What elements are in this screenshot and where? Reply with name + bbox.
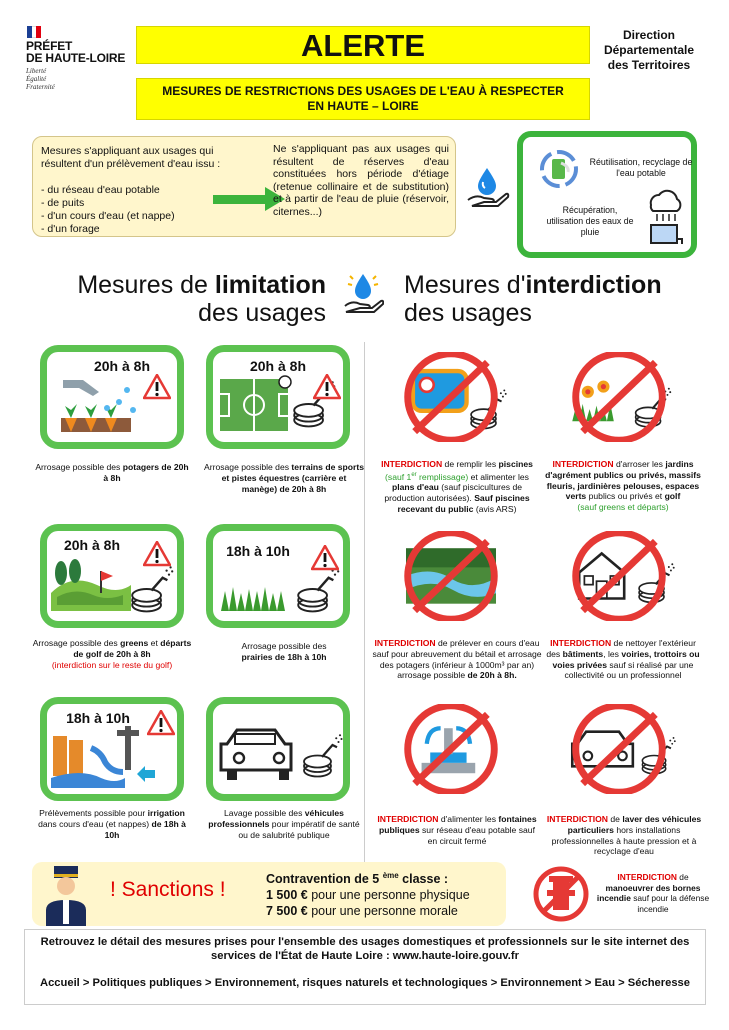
heading-limitation-pre: Mesures de	[77, 271, 215, 299]
heading-interdiction-line2: des usages	[404, 299, 532, 327]
fountain-icon	[386, 704, 516, 794]
heading-interdiction-bold: interdiction	[525, 271, 662, 299]
caption-buildings: INTERDICTION de nettoyer l'extérieur des bâtiments, les voiries, trottoirs ou voies privées sauf si réalisé par une collectivité ou un professionnel	[546, 638, 700, 681]
caption-golf: Arrosage possible des greens et départs de golf de 20h à 8h (interdiction sur le reste du golf)	[32, 638, 192, 670]
scope-item: - de puits	[41, 197, 85, 209]
caption-irrigation: Prélèvements possible pour irrigation dans cours d'eau (et nappes) de 18h à 10h	[38, 808, 186, 840]
caption-river: INTERDICTION de prélever en cours d'eau sauf pour abreuvement du bétail et arrosage des potagers (inférieur à 1000m³ par an) arrosage possible de 20h à 8h.	[372, 638, 542, 681]
card-fountain-forbidden	[379, 697, 523, 801]
motto-2: Égalité	[26, 75, 47, 83]
caption-meadow: Arrosage possible des prairies de 18h à 10h	[241, 641, 327, 662]
heading-limitation-bold: limitation	[214, 271, 326, 299]
prefecture-name-1: PRÉFET	[26, 39, 73, 53]
card-professional-vehicle	[206, 697, 350, 801]
scope-applies	[41, 145, 221, 236]
scope-excluded: Ne s'appliquant pas aux usages qui résultent de réserves d'eau constituées hors période d'étiage (retenue collinaire et de substitution) et à partir de l'eau de pluie (réservoir, citernes...)	[273, 143, 449, 218]
card-sports-fields	[206, 345, 350, 449]
recycling-water-icon	[537, 147, 581, 191]
footer-info	[24, 929, 706, 1005]
caption-fountain: INTERDICTION d'alimenter les fontaines publiques sur réseau d'eau potable sauf en circuit fermé	[377, 814, 537, 846]
subtitle-line-2: EN HAUTE – LOIRE	[307, 99, 419, 113]
river-icon	[386, 531, 516, 621]
hand-water-drop-icon	[464, 164, 510, 210]
contravention-text: Contravention de 5 $^{ème}$ classe : 1 500 € pour une personne physique 7 500 € pour une personne morale	[266, 871, 470, 919]
card-vegetable-garden	[40, 345, 184, 449]
agency-line-1: Direction	[622, 28, 675, 42]
heading-interdiction-pre: Mesures d'	[404, 271, 526, 299]
card-time: 18h à 10h	[226, 543, 290, 559]
scope-item: - du réseau d'eau potable	[41, 184, 160, 196]
caption-garden: INTERDICTION d'arroser les jardins d'agrément publics ou privés, massifs fleuris, jardinières pelouses, espaces verts publics ou privés et golf (sauf greens et départs)	[545, 459, 701, 513]
caption-vegetable-garden: Arrosage possible des potagers de 20h à 8h	[35, 462, 189, 483]
caption-professional-vehicle: Lavage possible des véhicules professionnels pour impératif de santé ou de salubrité publique	[208, 808, 360, 840]
car-wash-icon	[213, 704, 343, 794]
card-time: 18h à 10h	[66, 710, 130, 726]
scope-box	[32, 136, 456, 237]
card-private-vehicle-forbidden	[547, 697, 691, 801]
column-divider	[364, 342, 365, 862]
caption-hydrant: INTERDICTION de manoeuvrer des bornes incendie sauf pour la défense incendie	[596, 872, 710, 914]
gendarme-icon	[42, 864, 90, 926]
warning-icon	[143, 374, 171, 400]
warning-icon	[311, 545, 339, 571]
card-golf	[40, 524, 184, 628]
footer-site-info: Retrouvez le détail des mesures prises pour l'ensemble des usages domestiques et professionnels sur le site internet des services de l'État de Haute Loire : www.haute-loire.gouv.fr	[40, 936, 690, 962]
heading-interdiction	[404, 271, 704, 327]
card-time: 20h à 8h	[249, 358, 307, 374]
card-garden-forbidden	[547, 345, 691, 449]
card-time: 20h à 8h	[93, 358, 151, 374]
alternative-water-box	[517, 131, 697, 258]
alert-subtitle	[136, 78, 590, 120]
agency-line-3: des Territoires	[607, 58, 691, 72]
heading-limitation	[66, 271, 326, 327]
card-buildings-forbidden	[547, 524, 691, 628]
card-irrigation	[40, 697, 184, 801]
card-pool-forbidden	[379, 345, 523, 449]
caption-private-vehicle: INTERDICTION de laver des véhicules particuliers hors installations professionnelles à haute pression et à recyclage d'eau	[546, 814, 702, 857]
swimming-pool-icon	[386, 352, 516, 442]
sanctions-label: ! Sanctions !	[110, 878, 226, 901]
rainwater-collection-icon	[641, 189, 685, 247]
card-river-forbidden	[379, 524, 523, 628]
footer-breadcrumb[interactable]: Accueil > Politiques publiques > Environnement, risques naturels et technologiques > Environnement > Eau > Sécheresse	[40, 977, 690, 989]
card-time: 20h à 8h	[63, 537, 121, 553]
warning-icon	[143, 541, 171, 567]
caption-pool: INTERDICTION de remplir les piscines (sauf 1er remplissage) et alimenter les plans d'eau (sauf piscicultures de production autorisées). Sauf piscines recevant du public (avis ARS)	[381, 459, 533, 515]
house-icon	[554, 531, 684, 621]
caption-sports-fields: Arrosage possible des terrains de sports et pistes équestres (carrière et manège) de 20h à 8h	[204, 462, 365, 494]
heading-limitation-line2: des usages	[198, 299, 326, 327]
alert-title: ALERTE	[136, 26, 590, 64]
scope-item: - d'un cours d'eau (et nappe)	[41, 210, 175, 222]
warning-icon	[313, 374, 341, 400]
rainwater-text: Récupération, utilisation des eaux de pluie	[546, 205, 634, 237]
agency-name	[594, 28, 704, 73]
car-icon	[554, 704, 684, 794]
french-flag-icon	[27, 26, 41, 38]
scope-item: - d'un forage	[41, 223, 100, 235]
agency-line-2: Départementale	[603, 43, 695, 57]
hand-water-drop-icon	[342, 270, 384, 314]
flower-garden-icon	[554, 352, 684, 442]
motto-1: Liberté	[26, 67, 47, 75]
subtitle-line-1: MESURES DE RESTRICTIONS DES USAGES DE L'EAU À RESPECTER	[162, 84, 564, 98]
prefecture-logo	[26, 26, 141, 91]
reuse-text: Réutilisation, recyclage de l'eau potable	[589, 157, 693, 178]
scope-applies-intro: Mesures s'appliquant aux usages qui résultent d'un prélèvement d'eau issu :	[41, 145, 221, 170]
prefecture-name-2: DE HAUTE-LOIRE	[26, 51, 126, 65]
warning-icon	[147, 710, 175, 736]
motto-3: Fraternité	[26, 83, 55, 91]
card-meadow	[206, 524, 350, 628]
fire-hydrant-forbidden-icon	[531, 862, 591, 924]
